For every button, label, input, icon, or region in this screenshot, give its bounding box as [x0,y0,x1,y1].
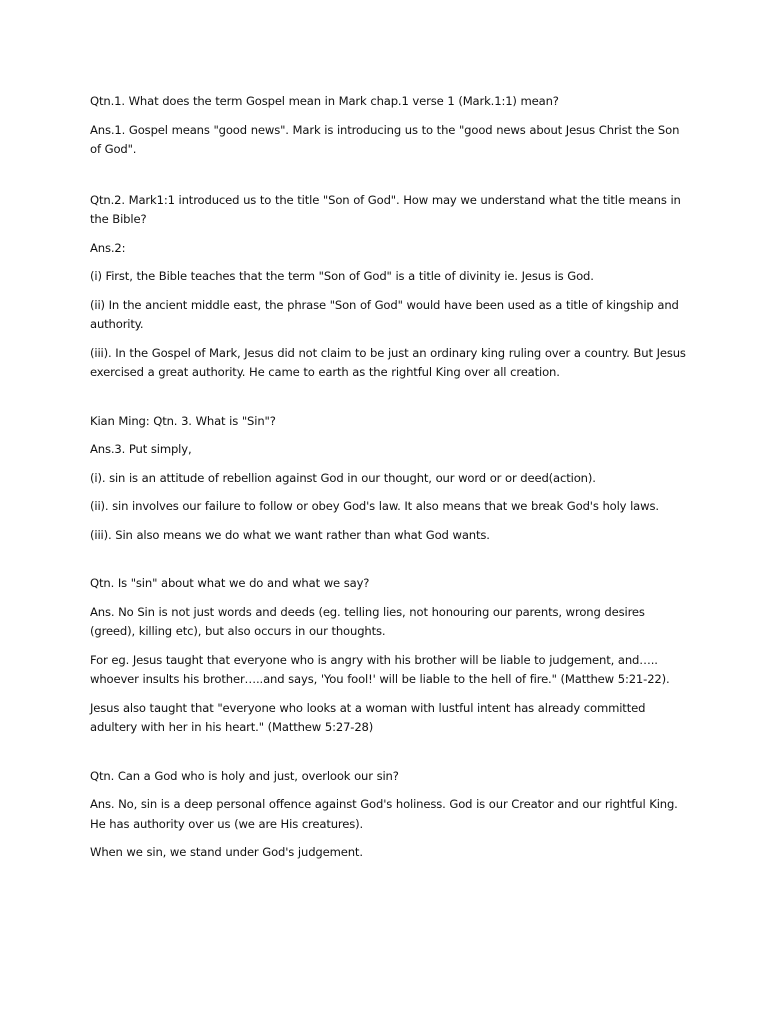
qa-section-1 [90,92,690,160]
answer-5-conclusion: When we sin, we stand under God's judgement. [90,845,363,859]
answer-5: Ans. No, sin is a deep personal offence against God's holiness. God is our Creator and our rightful King. He has authority over us (we are His creatures). [90,797,678,831]
section-spacer [90,747,690,767]
answer-4: Ans. No Sin is not just words and deeds (eg. telling lies, not honouring our parents, wrong desires (greed), killing etc), but also occurs in our thoughts. [90,604,645,638]
answer-2-point-1: (i) First, the Bible teaches that the term "Son of God" is a title of divinity ie. Jesus is God. [90,269,594,283]
qa-section-2 [90,191,690,383]
qa-section-5 [90,767,690,863]
document-page [90,92,690,872]
question-1: Qtn.1. What does the term Gospel mean in Mark chap.1 verse 1 (Mark.1:1) mean? [90,94,559,108]
answer-2-point-2: (ii) In the ancient middle east, the phrase "Son of God" would have been used as a title of kingship and authority. [90,297,679,331]
answer-1: Ans.1. Gospel means "good news". Mark is introducing us to the "good news about Jesus Christ the Son of God". [90,122,680,156]
answer-3-point-1: (i). sin is an attitude of rebellion against God in our thought, our word or or deed(action). [90,470,596,485]
question-2: Qtn.2. Mark1:1 introduced us to the title "Son of God". How may we understand what the title means in the Bible? [90,192,681,226]
qa-section-3 [90,412,690,546]
question-5: Qtn. Can a God who is holy and just, overlook our sin? [90,768,399,783]
answer-2-point-3: (iii). In the Gospel of Mark, Jesus did not claim to be just an ordinary king ruling over a country. But Jesus exercised a great authority. He came to earth as the rightful King over all creation. [90,345,686,379]
section-spacer [90,392,690,412]
question-3: Kian Ming: Qtn. 3. What is "Sin"? [90,413,276,428]
qa-section-4 [90,574,690,738]
answer-3-point-3: (iii). Sin also means we do what we want rather than what God wants. [90,527,490,542]
answer-3-point-2: (ii). sin involves our failure to follow or obey God's law. It also means that we break God's holy laws. [90,499,659,513]
answer-4-example-2: Jesus also taught that "everyone who looks at a woman with lustful intent has already committed adultery with her in his heart." (Matthew 5:27-28) [90,700,646,734]
section-spacer [90,169,690,191]
section-spacer [90,554,690,574]
question-4: Qtn. Is "sin" about what we do and what we say? [90,576,370,590]
answer-2-heading: Ans.2: [90,240,126,255]
answer-4-example-1: For eg. Jesus taught that everyone who is angry with his brother will be liable to judgement, and….. whoever insults his brother…..and says, 'You fool!' will be liable to the hell of fire." (Matthew 5:21-22). [90,652,670,686]
answer-3-heading: Ans.3. Put simply, [90,442,192,456]
